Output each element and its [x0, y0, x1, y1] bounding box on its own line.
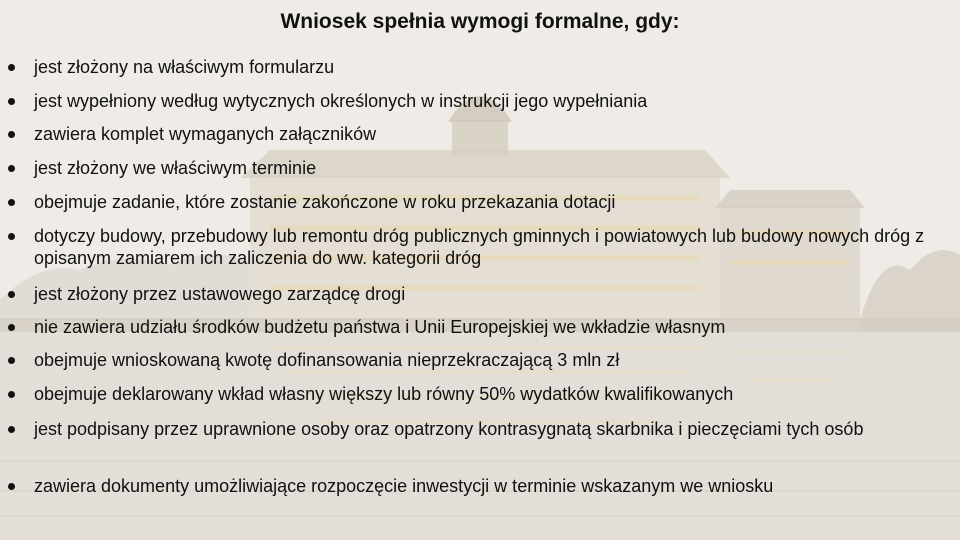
bullet-icon [8, 64, 15, 71]
list-item [8, 191, 952, 213]
bullet-icon [8, 357, 15, 364]
bullet-icon [8, 233, 15, 240]
bullet-icon [8, 291, 15, 298]
list-item [8, 283, 952, 305]
bullet-icon [8, 426, 15, 433]
list-item [8, 383, 952, 405]
list-item [8, 56, 952, 78]
list-item-text: jest złożony na właściwym formularzu [34, 57, 335, 77]
slide-title: Wniosek spełnia wymogi formalne, gdy: [280, 10, 680, 33]
list-item-text: zawiera komplet wymaganych załączników [34, 124, 377, 144]
bullet-icon [8, 391, 15, 398]
list-item-text: nie zawiera udziału środków budżetu państwa i Unii Europejskiej we wkładzie własnym [34, 317, 726, 337]
list-item-text: obejmuje wnioskowaną kwotę dofinansowania nieprzekraczającą 3 mln zł [34, 350, 620, 370]
list-item [8, 349, 952, 371]
bullet-icon [8, 199, 15, 206]
list-item-text: jest wypełniony według wytycznych określonych w instrukcji jego wypełniania [34, 91, 648, 111]
list-item [8, 157, 952, 179]
bullet-icon [8, 131, 15, 138]
list-item-text: dotyczy budowy, przebudowy lub remontu dróg publicznych gminnych i powiatowych lub budowy nowych dróg z opisanym zamiarem ich zaliczenia do ww. kategorii dróg [34, 226, 925, 268]
list-item-text: jest złożony przez ustawowego zarządcę drogi [34, 284, 406, 304]
bullet-icon [8, 165, 15, 172]
list-item-text: obejmuje deklarowany wkład własny większy lub równy 50% wydatków kwalifikowanych [34, 384, 734, 404]
list-item [8, 90, 952, 112]
list-item [8, 316, 952, 338]
list-item-text: zawiera dokumenty umożliwiające rozpoczęcie inwestycji w terminie wskazanym we wniosku [34, 476, 774, 496]
list-item [8, 418, 952, 440]
list-item [8, 123, 952, 145]
list-item-text: jest złożony we właściwym terminie [34, 158, 317, 178]
list-item [8, 225, 952, 269]
bullet-icon [8, 483, 15, 490]
bullet-icon [8, 98, 15, 105]
bullet-icon [8, 324, 15, 331]
list-item-text: obejmuje zadanie, które zostanie zakończone w roku przekazania dotacji [34, 192, 616, 212]
list-item [8, 475, 952, 497]
list-item-text: jest podpisany przez uprawnione osoby oraz opatrzony kontrasygnatą skarbnika i pieczęciami tych osób [34, 419, 864, 439]
